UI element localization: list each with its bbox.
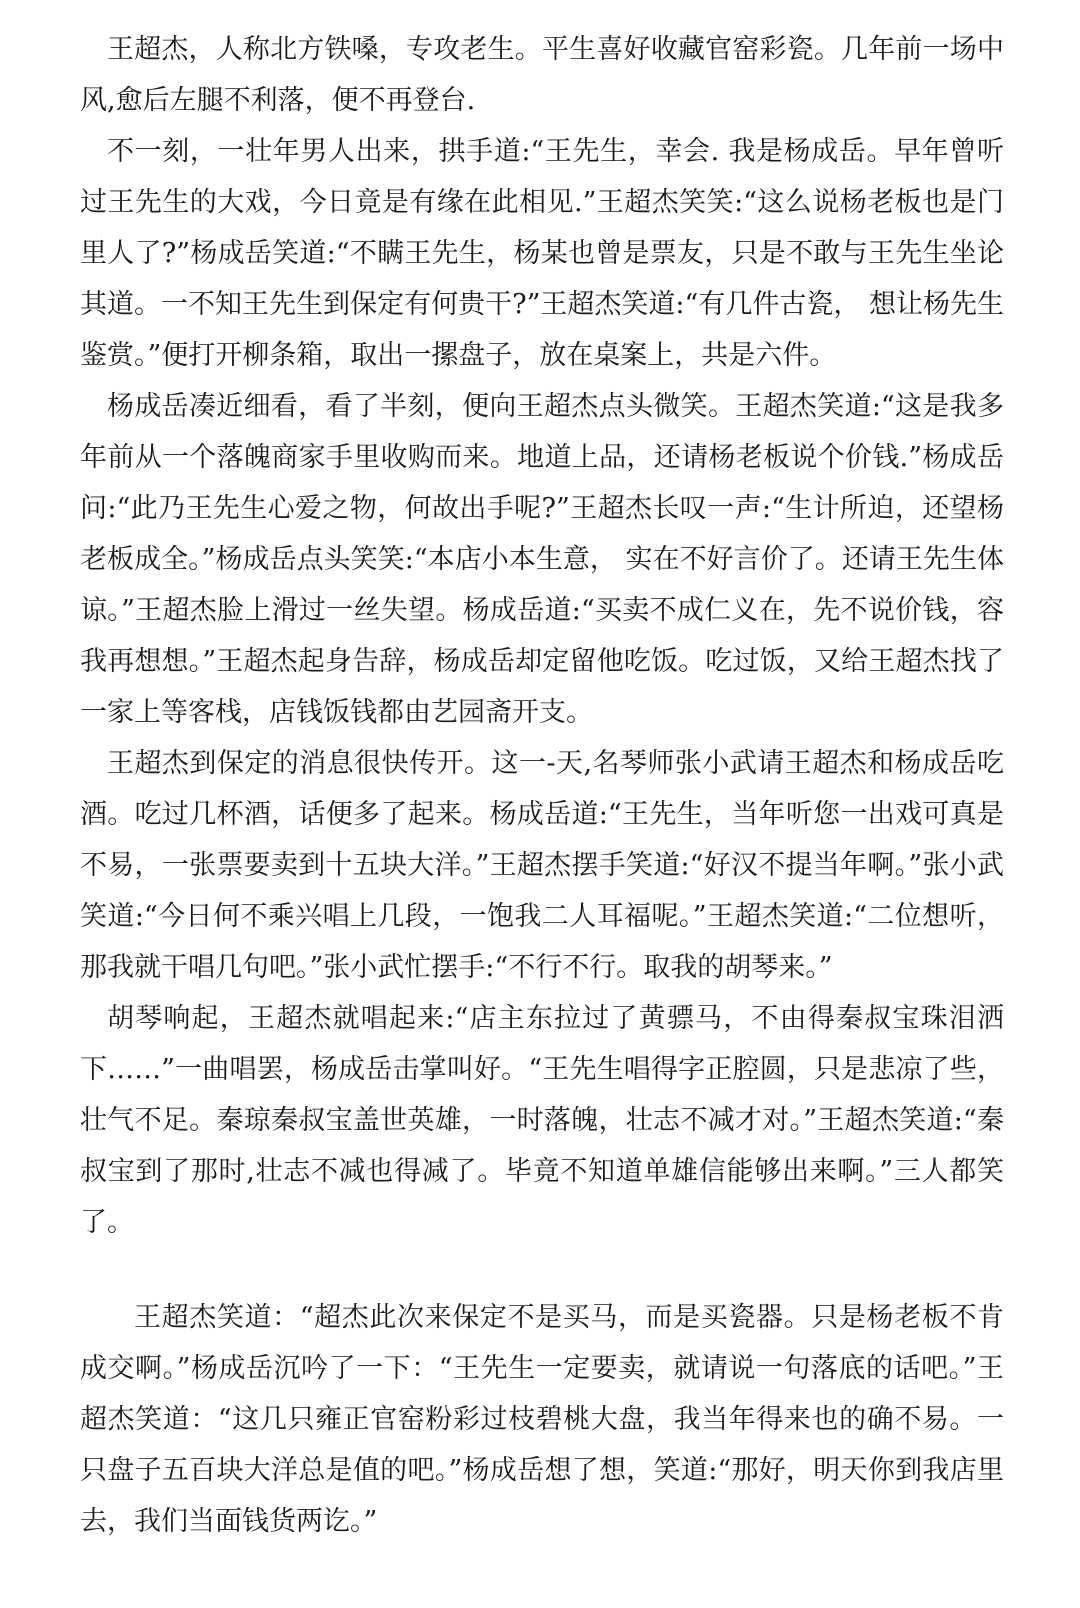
paragraph-meeting: 不一刻，一壮年男人出来，拱手道:“王先生，幸会. 我是杨成岳。早年曾听过王先生的大戏，今日竟是有缘在此相见.”王超杰笑笑:“这么说杨老板也是门里人了?”杨成岳笑道:“不瞒王先生，杨某也曾是票友，只是不敢与王先生坐论其道。一不知王先生到保定有何贵干?”王超杰笑道:“有几件古瓷， 想让杨先生鉴赏。”便打开柳条箱，取出一摞盘子，放在桌案上，共是六件。 (80, 136, 1004, 371)
paragraph-banquet: 王超杰到保定的消息很快传开。这一-天,名琴师张小武请王超杰和杨成岳吃酒。吃过几杯酒，话便多了起来。杨成岳道:“王先生，当年听您一出戏可真是不易，一张票要卖到十五块大洋。”王超杰摆手笑道:“好汉不提当年啊。”张小武笑道:“今日何不乘兴唱上几段，一饱我二人耳福呢。”王超杰笑道:“二位想听，那我就干唱几句吧。”张小武忙摆手:“不行不行。取我的胡琴来。” (80, 748, 1004, 983)
paragraph-deal: 王超杰笑道：“超杰此次来保定不是买马，而是买瓷器。只是杨老板不肯成交啊。”杨成岳沉吟了一下：“王先生一定要卖，就请说一句落底的话吧。”王超杰笑道：“这几只雍正官窑粉彩过枝碧桃大盘，我当年得来也的确不易。一只盘子五百块大洋总是值的吧。”杨成岳想了想，笑道:“那好，明天你到我店里去，我们当面钱货两讫。” (80, 1302, 1004, 1537)
section-gap (80, 1248, 1004, 1292)
paragraph-intro: 王超杰，人称北方铁嗓，专攻老生。平生喜好收藏官窑彩瓷。几年前一场中风,愈后左腿不利落，便不再登台. (80, 34, 1004, 116)
paragraph-singing: 胡琴响起，王超杰就唱起来:“店主东拉过了黄骠马，不由得秦叔宝珠泪洒下……”一曲唱罢，杨成岳击掌叫好。“王先生唱得字正腔圆，只是悲凉了些，壮气不足。秦琼秦叔宝盖世英雄，一时落魄，壮志不减才对。”王超杰笑道:“秦叔宝到了那时,壮志不减也得减了。毕竟不知道单雄信能够出来啊。”三人都笑了。 (80, 1003, 1004, 1238)
paragraph-appraisal: 杨成岳凑近细看，看了半刻，便向王超杰点头微笑。王超杰笑道:“这是我多年前从一个落魄商家手里收购而来。地道上品，还请杨老板说个价钱.”杨成岳问:“此乃王先生心爱之物，何故出手呢?”王超杰长叹一声:“生计所迫，还望杨老板成全。”杨成岳点头笑笑:“本店小本生意， 实在不好言价了。还请王先生体谅。”王超杰脸上滑过一丝失望。杨成岳道:“买卖不成仁义在，先不说价钱，容我再想想。”王超杰起身告辞，杨成岳却定留他吃饭。吃过饭，又给王超杰找了一家上等客栈，店钱饭钱都由艺园斋开支。 (80, 391, 1004, 728)
